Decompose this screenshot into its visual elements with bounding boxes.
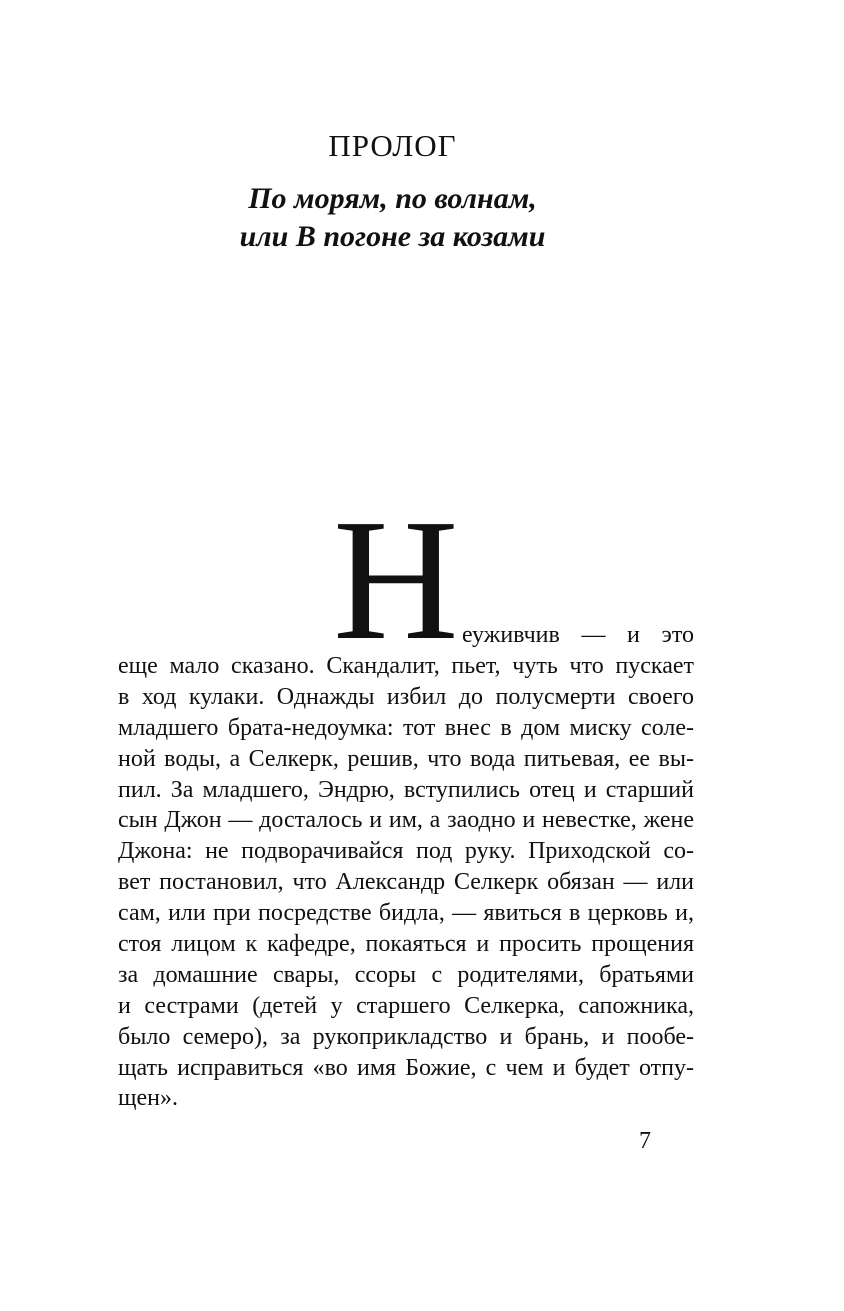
text-line: ной воды, а Селкерк, решив, что вода питьевая, ее вы- (118, 745, 694, 772)
first-line-text: еуживчив — и это (462, 622, 694, 648)
text-line: младшего брата-недоумка: тот внес в дом миску соле- (118, 714, 694, 741)
body-text (118, 651, 694, 1114)
subtitle-line: или В погоне за козами (239, 220, 546, 253)
drop-cap: Н (333, 483, 459, 676)
text-line: за домашние свары, ссоры с родителями, братьями (118, 961, 694, 988)
text-line: еще мало сказано. Скандалит, пьет, чуть что пускает (118, 653, 694, 679)
text-line: в ход кулаки. Однажды избил до полусмерти своего (118, 683, 694, 710)
subtitle-line: По морям, по волнам, (248, 182, 537, 215)
chapter-subtitle (0, 180, 785, 256)
text-line: сам, или при посредстве бидла, — явиться в церковь и, (118, 900, 694, 927)
text-line: пил. За младшего, Эндрю, вступились отец и старший (118, 776, 694, 803)
text-line: и сестрами (детей у старшего Селкерка, сапожника, (118, 992, 694, 1019)
text-line: сын Джон — досталось и им, а заодно и невестке, жене (118, 807, 694, 834)
text-line: Джона: не подворачивайся под руку. Приходской со- (118, 838, 694, 865)
text-line: вет постановил, что Александр Селкерк обязан — или (118, 869, 694, 896)
page-number: 7 (639, 1128, 651, 1154)
text-line: щен». (118, 1085, 178, 1112)
text-line: стоя лицом к кафедре, покаяться и просить прощения (118, 931, 694, 958)
text-line: было семеро), за рукоприкладство и брань, и пообе- (118, 1023, 694, 1050)
text-line: щать исправиться «во имя Божие, с чем и будет отпу- (118, 1054, 694, 1081)
chapter-title: ПРОЛОГ (328, 128, 457, 163)
